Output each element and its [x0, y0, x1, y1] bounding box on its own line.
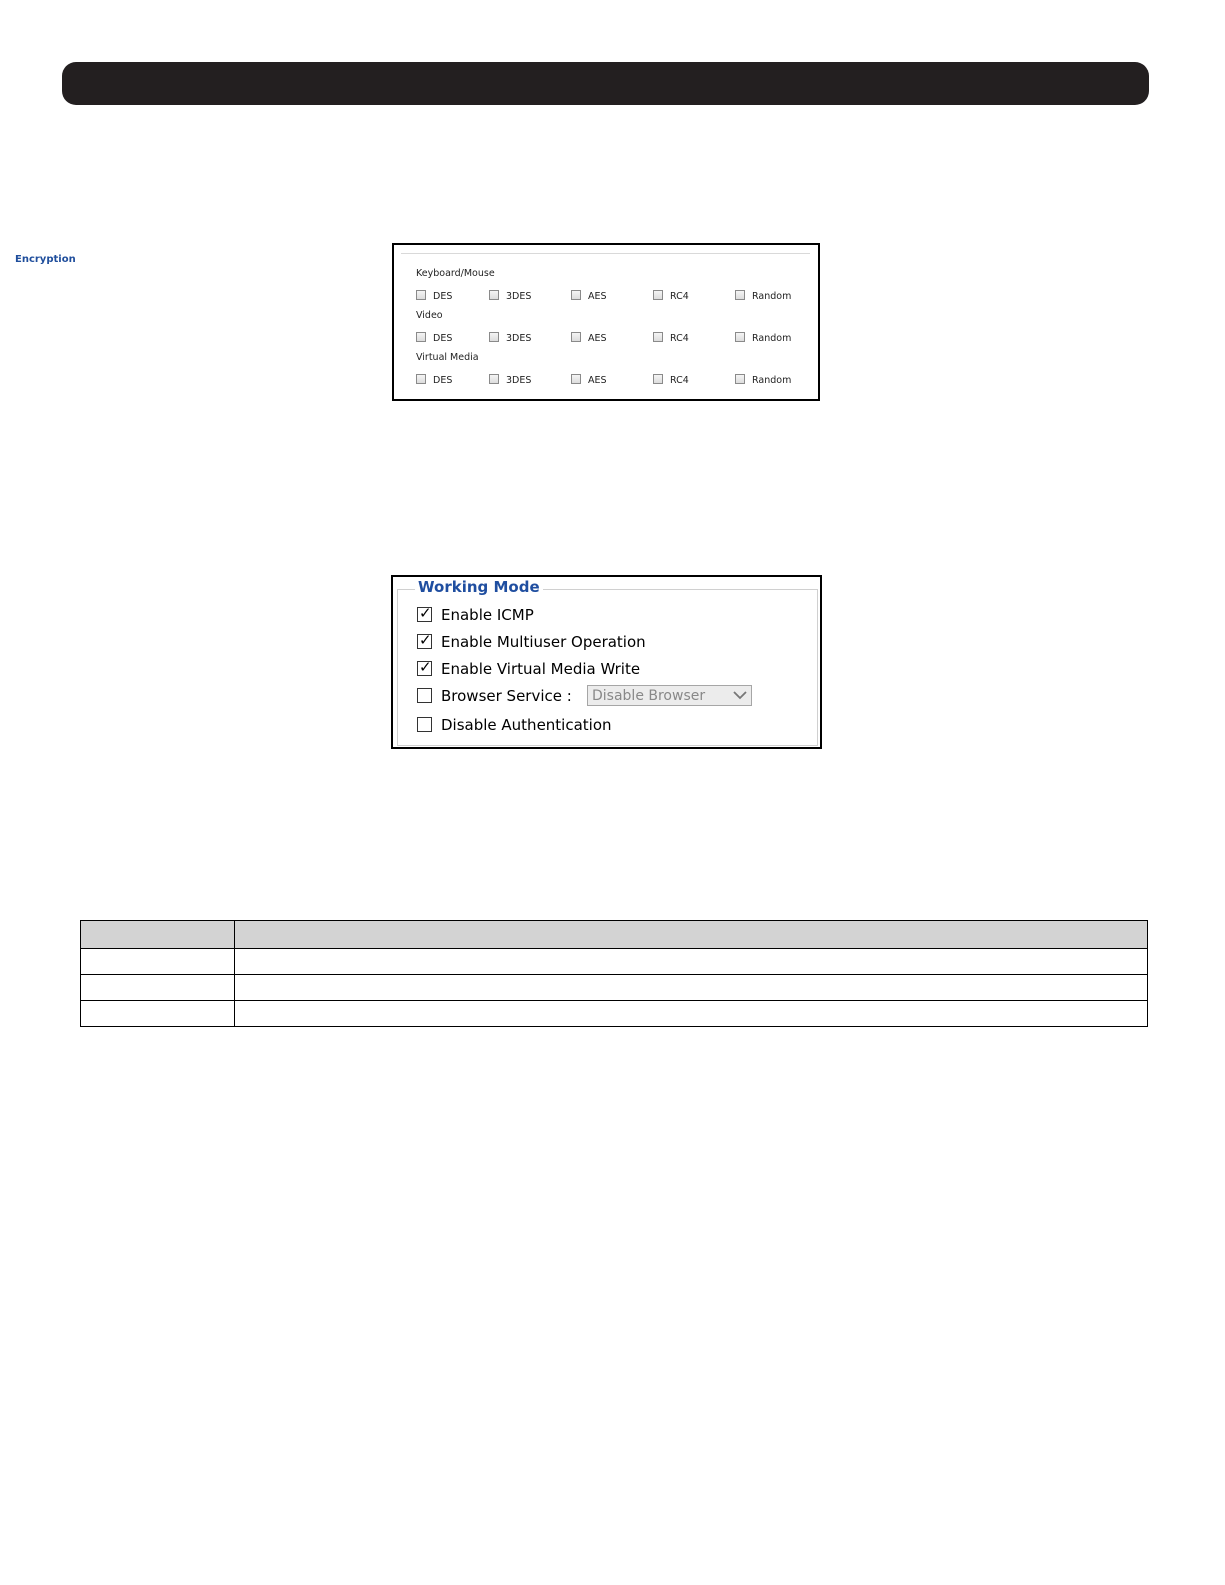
- table-cell: [235, 949, 1148, 975]
- checkbox-unchecked-icon[interactable]: [653, 290, 663, 300]
- kbm-des-label: DES: [433, 291, 453, 302]
- video-3des-label: 3DES: [506, 333, 532, 344]
- enable-icmp-label: Enable ICMP: [441, 606, 534, 624]
- checkbox-unchecked-icon[interactable]: [653, 374, 663, 384]
- table-row: [81, 949, 1148, 975]
- disable-authentication-label: Disable Authentication: [441, 716, 612, 734]
- checkbox-unchecked-icon[interactable]: [489, 374, 499, 384]
- vm-3des-label: 3DES: [506, 375, 532, 386]
- working-mode-legend: Working Mode: [415, 577, 543, 597]
- table-cell: [81, 949, 235, 975]
- checkbox-checked-icon[interactable]: ✓: [419, 631, 432, 649]
- video-random-label: Random: [752, 333, 792, 344]
- video-rc4-label: RC4: [670, 333, 689, 344]
- checkbox-unchecked-icon[interactable]: [416, 374, 426, 384]
- checkbox-unchecked-icon[interactable]: [417, 717, 432, 732]
- table-row: [81, 1001, 1148, 1027]
- video-des-label: DES: [433, 333, 453, 344]
- kbm-random-label: Random: [752, 291, 792, 302]
- enable-multiuser-label: Enable Multiuser Operation: [441, 633, 646, 651]
- table-header-cell: [81, 921, 235, 949]
- vm-random-label: Random: [752, 375, 792, 386]
- table-row: [81, 975, 1148, 1001]
- table-cell: [235, 975, 1148, 1001]
- vm-des-label: DES: [433, 375, 453, 386]
- checkbox-unchecked-icon[interactable]: [571, 332, 581, 342]
- table-cell: [235, 1001, 1148, 1027]
- encryption-group-virtual-media-label: Virtual Media: [416, 352, 479, 363]
- encryption-group-video-label: Video: [416, 310, 443, 321]
- browser-service-select[interactable]: [587, 685, 752, 706]
- vm-aes-label: AES: [588, 375, 607, 386]
- settings-table: [80, 920, 1148, 1027]
- enable-vm-write-label: Enable Virtual Media Write: [441, 660, 641, 678]
- checkbox-unchecked-icon[interactable]: [417, 688, 432, 703]
- checkbox-checked-icon[interactable]: ✓: [419, 658, 432, 676]
- checkbox-unchecked-icon[interactable]: [653, 332, 663, 342]
- chevron-down-icon[interactable]: [733, 688, 747, 702]
- encryption-group-keyboard-mouse-label: Keyboard/Mouse: [416, 268, 495, 279]
- checkbox-unchecked-icon[interactable]: [416, 290, 426, 300]
- checkbox-unchecked-icon[interactable]: [489, 332, 499, 342]
- kbm-3des-label: 3DES: [506, 291, 532, 302]
- table-header-row: [81, 921, 1148, 949]
- browser-service-label: Browser Service :: [441, 687, 572, 705]
- checkbox-unchecked-icon[interactable]: [489, 290, 499, 300]
- video-aes-label: AES: [588, 333, 607, 344]
- vm-rc4-label: RC4: [670, 375, 689, 386]
- checkbox-unchecked-icon[interactable]: [735, 332, 745, 342]
- checkbox-unchecked-icon[interactable]: [416, 332, 426, 342]
- table-cell: [81, 975, 235, 1001]
- checkbox-checked-icon[interactable]: ✓: [419, 604, 432, 622]
- kbm-aes-label: AES: [588, 291, 607, 302]
- checkbox-unchecked-icon[interactable]: [735, 374, 745, 384]
- checkbox-unchecked-icon[interactable]: [571, 374, 581, 384]
- checkbox-unchecked-icon[interactable]: [571, 290, 581, 300]
- encryption-legend: Encryption: [12, 254, 79, 266]
- table-cell: [81, 1001, 235, 1027]
- checkbox-unchecked-icon[interactable]: [735, 290, 745, 300]
- table-header-cell: [235, 921, 1148, 949]
- browser-service-select-value: Disable Browser: [592, 688, 706, 704]
- kbm-rc4-label: RC4: [670, 291, 689, 302]
- page-header-bar: [62, 62, 1149, 105]
